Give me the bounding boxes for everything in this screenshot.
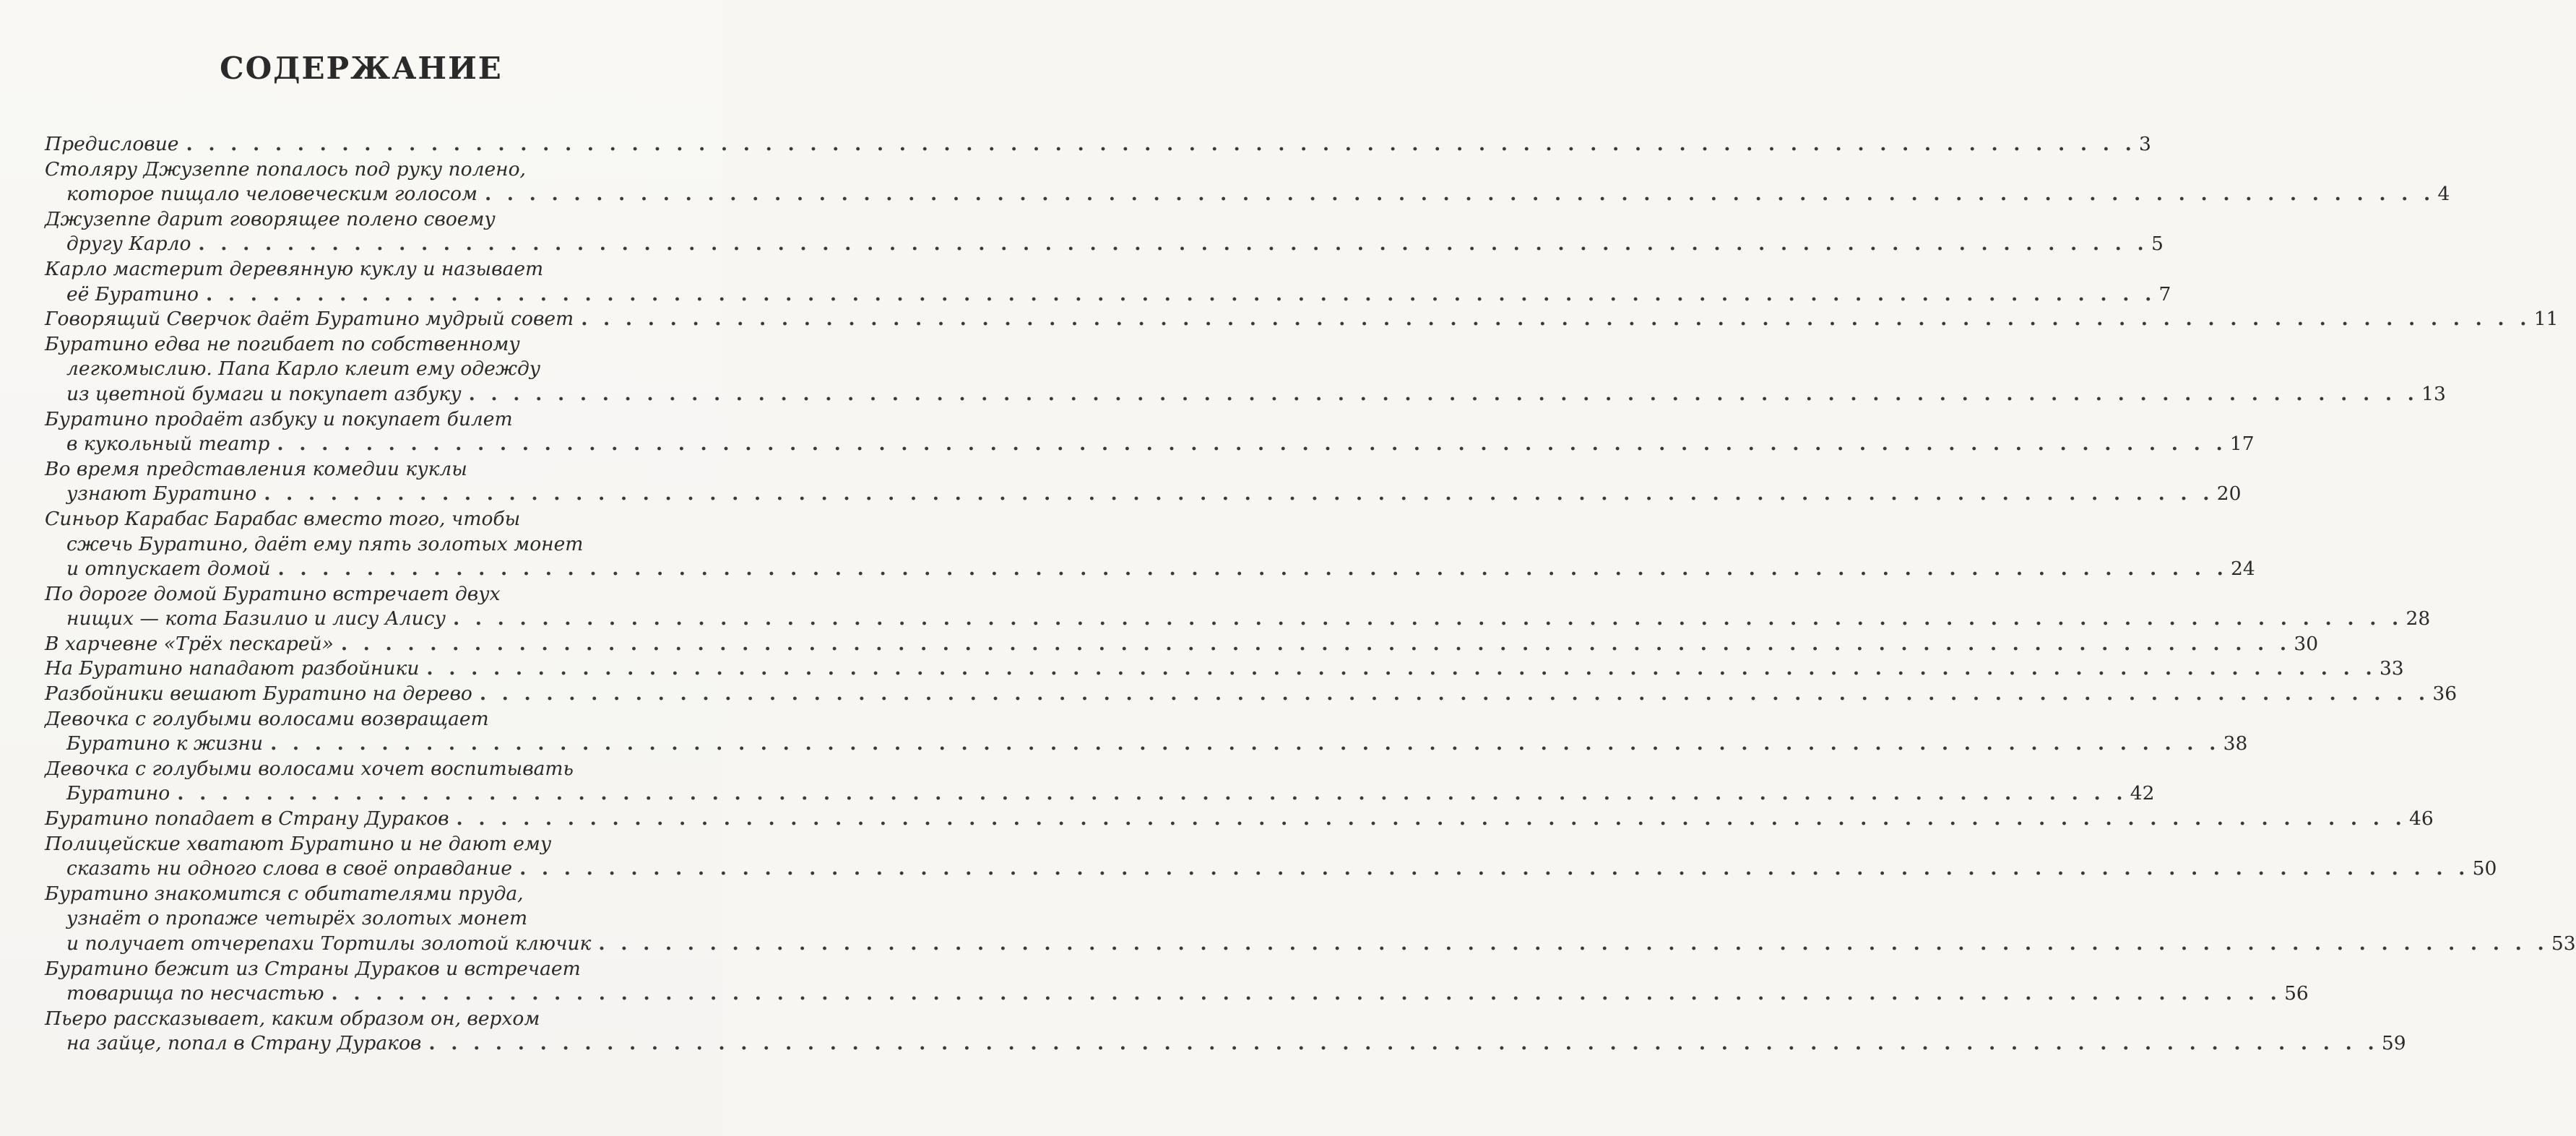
toc-entry-title-line: Девочка с голубыми волосами возвращает [45, 707, 489, 730]
toc-page-number: 30 [2294, 632, 2319, 655]
toc-entry-title-line: Буратино бежит из Страны Дураков и встречает [45, 957, 581, 980]
toc-entry [45, 207, 2164, 257]
dot-leader: . . . . . . . . . . . . . . . . . . . . . . . . . . . . . . . . . . . . . . . . . . . . . . . . . . . . . . . . . . . . . . . . . . . . . . . . . . . . . . . . . . . . . . . . [598, 932, 2549, 955]
toc-entry-title-line: Карло мастерит деревянную куклу и называет [45, 257, 544, 280]
toc-entry-last-line [45, 282, 2171, 308]
toc-entry [45, 582, 2431, 632]
toc-entry-title-line: другу Карло [66, 233, 191, 256]
toc-entry-last-line [45, 132, 2151, 157]
toc-entry [45, 882, 2576, 957]
toc-entry [45, 257, 2171, 307]
toc-entry [45, 332, 2446, 407]
toc-entry [45, 507, 2255, 582]
table-of-contents [45, 132, 2576, 1057]
toc-entry [45, 832, 2497, 882]
dot-leader: . . . . . . . . . . . . . . . . . . . . . . . . . . . . . . . . . . . . . . . . . . . . . . . . . . . . . . . . . . . . . . . . . . . . . . . . . . . . . . . . . . . . . . . . [456, 807, 2407, 831]
toc-entry-last-line [45, 607, 2431, 632]
dot-leader: . . . . . . . . . . . . . . . . . . . . . . . . . . . . . . . . . . . . . . . . . . . . . . . . . . . . . . . . . . . . . . . . . . . . . . . . . . . . . . . . . . . . . . . . [206, 282, 2156, 305]
toc-entry-title-line: Говорящий Сверчок даёт Буратино мудрый совет [45, 308, 574, 331]
toc-entry [45, 407, 2255, 457]
toc-entry-title-line: и отпускает домой [66, 558, 271, 581]
dot-leader: . . . . . . . . . . . . . . . . . . . . . . . . . . . . . . . . . . . . . . . . . . . . . . . . . . . . . . . . . . . . . . . . . . . . . . . . . . . . . . . . . . . . . . . . [277, 558, 2228, 581]
dot-leader: . . . . . . . . . . . . . . . . . . . . . . . . . . . . . . . . . . . . . . . . . . . . . . . . . . . . . . . . . . . . . . . . . . . . . . . . . . . . . . . . . . . . . . . . [426, 657, 2377, 680]
dot-leader: . . . . . . . . . . . . . . . . . . . . . . . . . . . . . . . . . . . . . . . . . . . . . . . . . . . . . . . . . . . . . . . . . . . . . . . . . . . . . . . . . . . . . . . . [428, 1032, 2379, 1055]
toc-entry-title-line: Во время представления комедии куклы [45, 457, 467, 480]
dot-leader: . . . . . . . . . . . . . . . . . . . . . . . . . . . . . . . . . . . . . . . . . . . . . . . . . . . . . . . . . . . . . . . . . . . . . . . . . . . . . . . . . . . . . . . . [479, 682, 2430, 706]
toc-entry-title-line: Столяру Джузеппе попалось под руку полено, [45, 157, 526, 181]
toc-entry-last-line [45, 182, 2450, 207]
toc-entry [45, 707, 2248, 757]
toc-page-number: 59 [2381, 1032, 2406, 1055]
toc-entry-last-line [45, 932, 2576, 957]
toc-entry-last-line [45, 807, 2434, 832]
toc-page-number: 17 [2229, 433, 2255, 456]
toc-entry-title-line: Пьеро рассказывает, каким образом он, верхом [45, 1007, 540, 1030]
toc-entry-title-line: Буратино знакомится с обитателями пруда, [45, 882, 524, 905]
toc-page-number: 5 [2151, 233, 2164, 256]
dot-leader: . . . . . . . . . . . . . . . . . . . . . . . . . . . . . . . . . . . . . . . . . . . . . . . . . . . . . . . . . . . . . . . . . . . . . . . . . . . . . . . . . . . . . . . . [484, 183, 2435, 206]
toc-page-number: 33 [2379, 657, 2404, 680]
toc-entry-title-line: Полицейские хватают Буратино и не дают ему [45, 832, 552, 855]
toc-entry [45, 132, 2151, 157]
toc-entry [45, 957, 2309, 1007]
toc-page-number: 42 [2130, 782, 2155, 805]
toc-entry [45, 757, 2155, 807]
toc-entry-last-line [45, 307, 2559, 332]
toc-page-number: 24 [2231, 558, 2255, 581]
toc-page-number: 11 [2533, 308, 2559, 331]
toc-entry-last-line [45, 232, 2164, 257]
toc-entry-last-line [45, 781, 2155, 807]
toc-entry-title-line: Буратино едва не погибает по собственному [45, 332, 520, 355]
toc-entry-title-line: легкомыслию. Папа Карло клеит ему одежду [66, 357, 541, 381]
dot-leader: . . . . . . . . . . . . . . . . . . . . . . . . . . . . . . . . . . . . . . . . . . . . . . . . . . . . . . . . . . . . . . . . . . . . . . . . . . . . . . . . . . . . . . . . [270, 732, 2221, 755]
toc-page-number: 46 [2409, 807, 2434, 831]
toc-entry-title-line: Разбойники вешают Буратино на дерево [45, 682, 472, 706]
toc-entry-title-line: В харчевне «Трёх пескарей» [45, 632, 334, 655]
toc-entry [45, 457, 2242, 507]
toc-page-number: 28 [2406, 607, 2431, 630]
toc-entry-title-line: Буратино [66, 782, 170, 805]
toc-entry-last-line [45, 1031, 2406, 1057]
toc-entry-last-line [45, 656, 2404, 682]
toc-entry-title-line: Синьор Карабас Барабас вместо того, чтобы [45, 507, 521, 530]
toc-page-number: 36 [2432, 682, 2458, 706]
toc-entry [45, 157, 2450, 207]
toc-entry-title-line: Буратино продаёт азбуку и покупает билет [45, 407, 513, 430]
dot-leader: . . . . . . . . . . . . . . . . . . . . . . . . . . . . . . . . . . . . . . . . . . . . . . . . . . . . . . . . . . . . . . . . . . . . . . . . . . . . . . . . . . . . . . . . [581, 308, 2531, 331]
toc-page-number: 7 [2158, 282, 2171, 305]
toc-page-number: 3 [2139, 133, 2151, 155]
toc-entry-title-line: её Буратино [66, 282, 199, 305]
toc-page-number: 53 [2551, 932, 2576, 955]
toc-entry-last-line [45, 981, 2309, 1007]
toc-entry-title-line: сказать ни одного слова в своё оправдание [66, 857, 513, 880]
toc-entry-title-line: узнаёт о пропаже четырёх золотых монет [66, 907, 528, 930]
dot-leader: . . . . . . . . . . . . . . . . . . . . . . . . . . . . . . . . . . . . . . . . . . . . . . . . . . . . . . . . . . . . . . . . . . . . . . . . . . . . . . . . . . . . . . . . [340, 632, 2291, 655]
toc-entry [45, 632, 2319, 657]
toc-entry-title-line: в кукольный театр [66, 433, 270, 456]
toc-entry-last-line [45, 632, 2319, 657]
toc-page-number: 56 [2284, 982, 2309, 1005]
toc-entry-title-line: Буратино попадает в Страну Дураков [45, 807, 449, 831]
toc-entry-title-line: нищих — кота Базилио и лису Алису [66, 607, 446, 630]
toc-entry-title-line: и получает отчерепахи Тортилы золотой ключик [66, 932, 592, 955]
toc-entry-last-line [45, 432, 2255, 457]
page-title: СОДЕРЖАНИЕ [220, 51, 503, 86]
toc-entry-last-line [45, 682, 2458, 707]
dot-leader: . . . . . . . . . . . . . . . . . . . . . . . . . . . . . . . . . . . . . . . . . . . . . . . . . . . . . . . . . . . . . . . . . . . . . . . . . . . . . . . . . . . . . . . . [452, 607, 2403, 630]
toc-entry-title-line: Предисловие [45, 133, 179, 155]
toc-page-number: 4 [2437, 183, 2450, 206]
toc-entry [45, 682, 2458, 707]
toc-entry-title-line: На Буратино нападают разбойники [45, 657, 420, 680]
toc-page-number: 20 [2216, 482, 2242, 506]
dot-leader: . . . . . . . . . . . . . . . . . . . . . . . . . . . . . . . . . . . . . . . . . . . . . . . . . . . . . . . . . . . . . . . . . . . . . . . . . . . . . . . . . . . . . . . . [177, 782, 2127, 805]
dot-leader: . . . . . . . . . . . . . . . . . . . . . . . . . . . . . . . . . . . . . . . . . . . . . . . . . . . . . . . . . . . . . . . . . . . . . . . . . . . . . . . . . . . . . . . . [277, 433, 2227, 456]
toc-entry-title-line: Буратино к жизни [66, 732, 264, 755]
toc-entry-last-line [45, 382, 2446, 407]
toc-entry [45, 656, 2404, 682]
toc-entry-last-line [45, 557, 2255, 582]
toc-entry-title-line: По дороге домой Буратино встречает двух [45, 582, 501, 605]
dot-leader: . . . . . . . . . . . . . . . . . . . . . . . . . . . . . . . . . . . . . . . . . . . . . . . . . . . . . . . . . . . . . . . . . . . . . . . . . . . . . . . . . . . . . . . . [468, 382, 2419, 405]
toc-entry-title-line: сжечь Буратино, даёт ему пять золотых монет [66, 532, 584, 555]
toc-entry-title-line: из цветной бумаги и покупает азбуку [66, 382, 462, 405]
toc-entry-title-line: Джузеппе дарит говорящее полено своему [45, 207, 496, 230]
toc-entry-title-line: Девочка с голубыми волосами хочет воспитывать [45, 757, 574, 780]
toc-entry-title-line: товарища по несчастью [66, 982, 324, 1005]
toc-entry-last-line [45, 732, 2248, 757]
dot-leader: . . . . . . . . . . . . . . . . . . . . . . . . . . . . . . . . . . . . . . . . . . . . . . . . . . . . . . . . . . . . . . . . . . . . . . . . . . . . . . . . . . . . . . . . [519, 857, 2470, 880]
toc-entry [45, 807, 2434, 832]
toc-entry-last-line [45, 482, 2242, 507]
toc-entry-title-line: узнают Буратино [66, 482, 257, 506]
toc-entry [45, 307, 2559, 332]
dot-leader: . . . . . . . . . . . . . . . . . . . . . . . . . . . . . . . . . . . . . . . . . . . . . . . . . . . . . . . . . . . . . . . . . . . . . . . . . . . . . . . . . . . . . . . . [331, 982, 2282, 1005]
toc-entry-title-line: на зайце, попал в Страну Дураков [66, 1032, 422, 1055]
dot-leader: . . . . . . . . . . . . . . . . . . . . . . . . . . . . . . . . . . . . . . . . . . . . . . . . . . . . . . . . . . . . . . . . . . . . . . . . . . . . . . . . . . . . . . . . [198, 233, 2148, 256]
toc-page-number: 50 [2472, 857, 2497, 880]
toc-entry-title-line: которое пищало человеческим голосом [66, 183, 477, 206]
toc-entry [45, 1007, 2406, 1057]
toc-page-number: 13 [2421, 382, 2446, 405]
dot-leader: . . . . . . . . . . . . . . . . . . . . . . . . . . . . . . . . . . . . . . . . . . . . . . . . . . . . . . . . . . . . . . . . . . . . . . . . . . . . . . . . . . . . . . . . [186, 133, 2136, 155]
dot-leader: . . . . . . . . . . . . . . . . . . . . . . . . . . . . . . . . . . . . . . . . . . . . . . . . . . . . . . . . . . . . . . . . . . . . . . . . . . . . . . . . . . . . . . . . [264, 482, 2214, 506]
toc-page-number: 38 [2223, 732, 2248, 755]
toc-entry-last-line [45, 857, 2497, 882]
